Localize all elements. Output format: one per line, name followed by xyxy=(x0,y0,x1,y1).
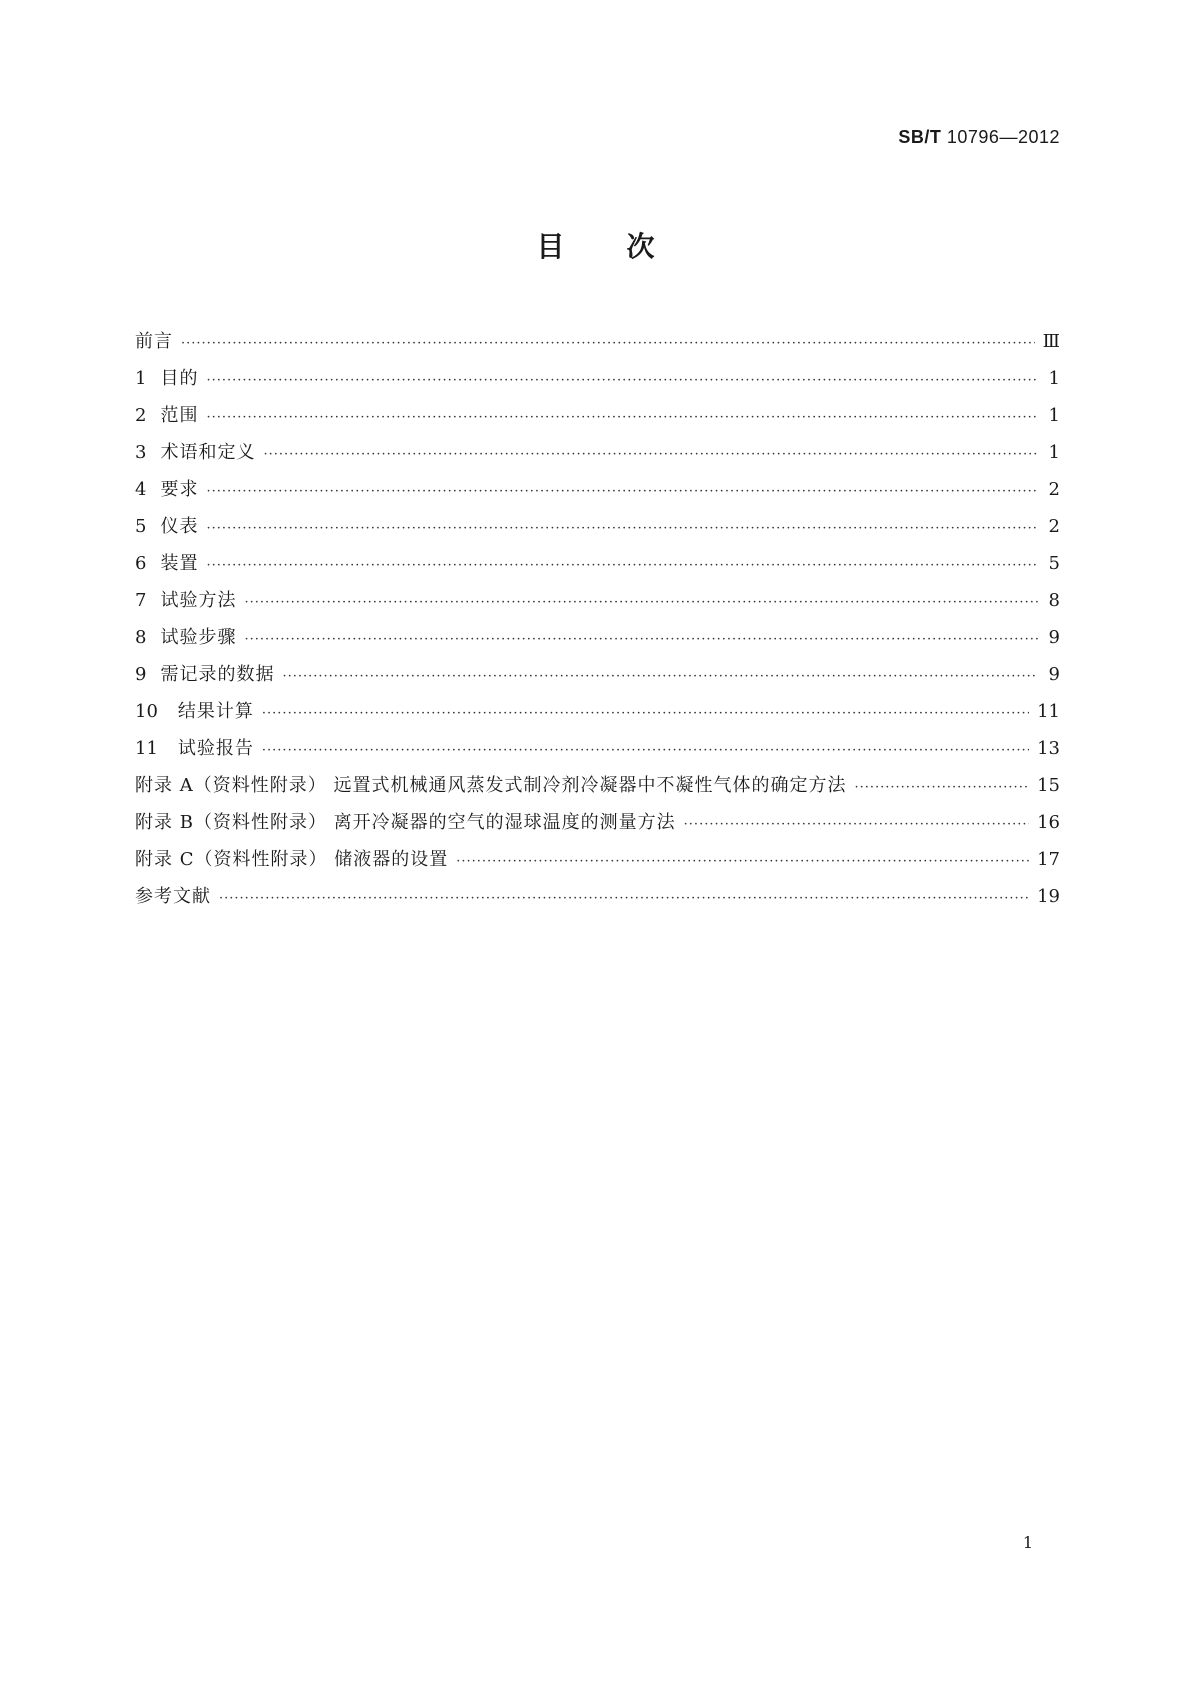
toc-entry-6[interactable] xyxy=(135,549,1060,586)
toc-dot-leader xyxy=(456,854,1029,869)
toc-entry-label: 附录 B（资料性附录） 离开冷凝器的空气的湿球温度的测量方法 xyxy=(135,812,676,833)
toc-entry-page: 16 xyxy=(1037,812,1060,833)
toc-entry-appendix-a[interactable] xyxy=(135,771,1060,808)
toc-entry-10[interactable] xyxy=(135,697,1060,734)
toc-dot-leader xyxy=(854,780,1029,795)
toc-entry-4[interactable] xyxy=(135,475,1060,512)
toc-dot-leader xyxy=(206,521,1038,536)
toc-entry-2[interactable] xyxy=(135,401,1060,438)
toc-entry-page: 9 xyxy=(1048,627,1060,648)
toc-entry-number: 4 xyxy=(135,479,147,500)
toc-entry-page: 2 xyxy=(1048,516,1060,537)
toc-dot-leader xyxy=(219,891,1029,906)
toc-entry-number: 3 xyxy=(135,442,147,463)
toc-entry-page: 5 xyxy=(1048,553,1060,574)
toc-dot-leader xyxy=(684,817,1029,832)
toc-dot-leader xyxy=(263,447,1038,462)
toc-entry-page: 9 xyxy=(1048,664,1060,685)
page-title xyxy=(0,225,1191,265)
toc-entry-label: 试验步骤 xyxy=(160,627,237,648)
toc-entry-number: 5 xyxy=(135,516,147,537)
toc-entry-3[interactable] xyxy=(135,438,1060,475)
toc-entry-label: 结果计算 xyxy=(177,701,254,722)
toc-entry-number: 8 xyxy=(135,627,147,648)
toc-entry-page: 19 xyxy=(1037,886,1060,907)
toc-dot-leader xyxy=(206,558,1038,573)
toc-entry-label: 需记录的数据 xyxy=(160,664,275,685)
toc-dot-leader xyxy=(244,595,1038,610)
toc-entry-appendix-c[interactable] xyxy=(135,845,1060,882)
toc-dot-leader xyxy=(206,373,1038,388)
toc-entry-number: 10 xyxy=(135,701,158,722)
toc-entry-label: 试验报告 xyxy=(177,738,254,759)
toc-dot-leader xyxy=(244,632,1038,647)
toc-entry-number: 9 xyxy=(135,664,147,685)
standard-prefix: SB/T xyxy=(898,127,942,147)
toc-entry-appendix-b[interactable] xyxy=(135,808,1060,845)
toc-entry-label: 要求 xyxy=(160,479,199,500)
toc-entry-label: 试验方法 xyxy=(160,590,237,611)
toc-entry-label: 范围 xyxy=(160,405,199,426)
toc-entry-number: 11 xyxy=(135,738,158,759)
toc-dot-leader xyxy=(282,669,1038,684)
toc-entry-9[interactable] xyxy=(135,660,1060,697)
toc-entry-label: 目的 xyxy=(160,368,199,389)
standard-code xyxy=(898,127,1060,148)
table-of-contents xyxy=(135,327,1060,919)
toc-entry-page: 2 xyxy=(1048,479,1060,500)
toc-entry-page: Ⅲ xyxy=(1042,331,1060,352)
toc-entry-number: 7 xyxy=(135,590,147,611)
toc-entry-page: 15 xyxy=(1037,775,1060,796)
toc-dot-leader xyxy=(206,410,1038,425)
toc-entry-page: 1 xyxy=(1048,368,1060,389)
toc-entry-1[interactable] xyxy=(135,364,1060,401)
toc-entry-5[interactable] xyxy=(135,512,1060,549)
page-number: 1 xyxy=(1022,1533,1033,1552)
toc-entry-foreword[interactable] xyxy=(135,327,1060,364)
toc-entry-page: 1 xyxy=(1048,405,1060,426)
toc-entry-page: 13 xyxy=(1037,738,1060,759)
toc-entry-number: 6 xyxy=(135,553,147,574)
toc-entry-7[interactable] xyxy=(135,586,1060,623)
toc-entry-11[interactable] xyxy=(135,734,1060,771)
toc-entry-label: 装置 xyxy=(160,553,199,574)
toc-entry-number: 2 xyxy=(135,405,147,426)
toc-entry-label: 参考文献 xyxy=(135,886,211,907)
toc-entry-page: 17 xyxy=(1037,849,1060,870)
standard-number: 10796—2012 xyxy=(946,127,1060,147)
toc-dot-leader xyxy=(181,336,1035,351)
toc-entry-page: 8 xyxy=(1048,590,1060,611)
page-title-char-1: 目 xyxy=(536,230,565,263)
toc-entry-page: 11 xyxy=(1037,701,1060,722)
toc-entry-label: 仪表 xyxy=(160,516,199,537)
toc-dot-leader xyxy=(206,484,1038,499)
toc-entry-references[interactable] xyxy=(135,882,1060,919)
toc-entry-8[interactable] xyxy=(135,623,1060,660)
toc-entry-label: 术语和定义 xyxy=(160,442,256,463)
toc-dot-leader xyxy=(262,706,1029,721)
toc-entry-number: 1 xyxy=(135,368,147,389)
toc-entry-page: 1 xyxy=(1048,442,1060,463)
toc-dot-leader xyxy=(262,743,1029,758)
toc-entry-label: 附录 C（资料性附录） 储液器的设置 xyxy=(135,849,449,870)
toc-entry-label: 附录 A（资料性附录） 远置式机械通风蒸发式制冷剂冷凝器中不凝性气体的确定方法 xyxy=(135,775,847,796)
toc-entry-label: 前言 xyxy=(135,331,173,352)
page-title-char-2: 次 xyxy=(626,230,655,263)
